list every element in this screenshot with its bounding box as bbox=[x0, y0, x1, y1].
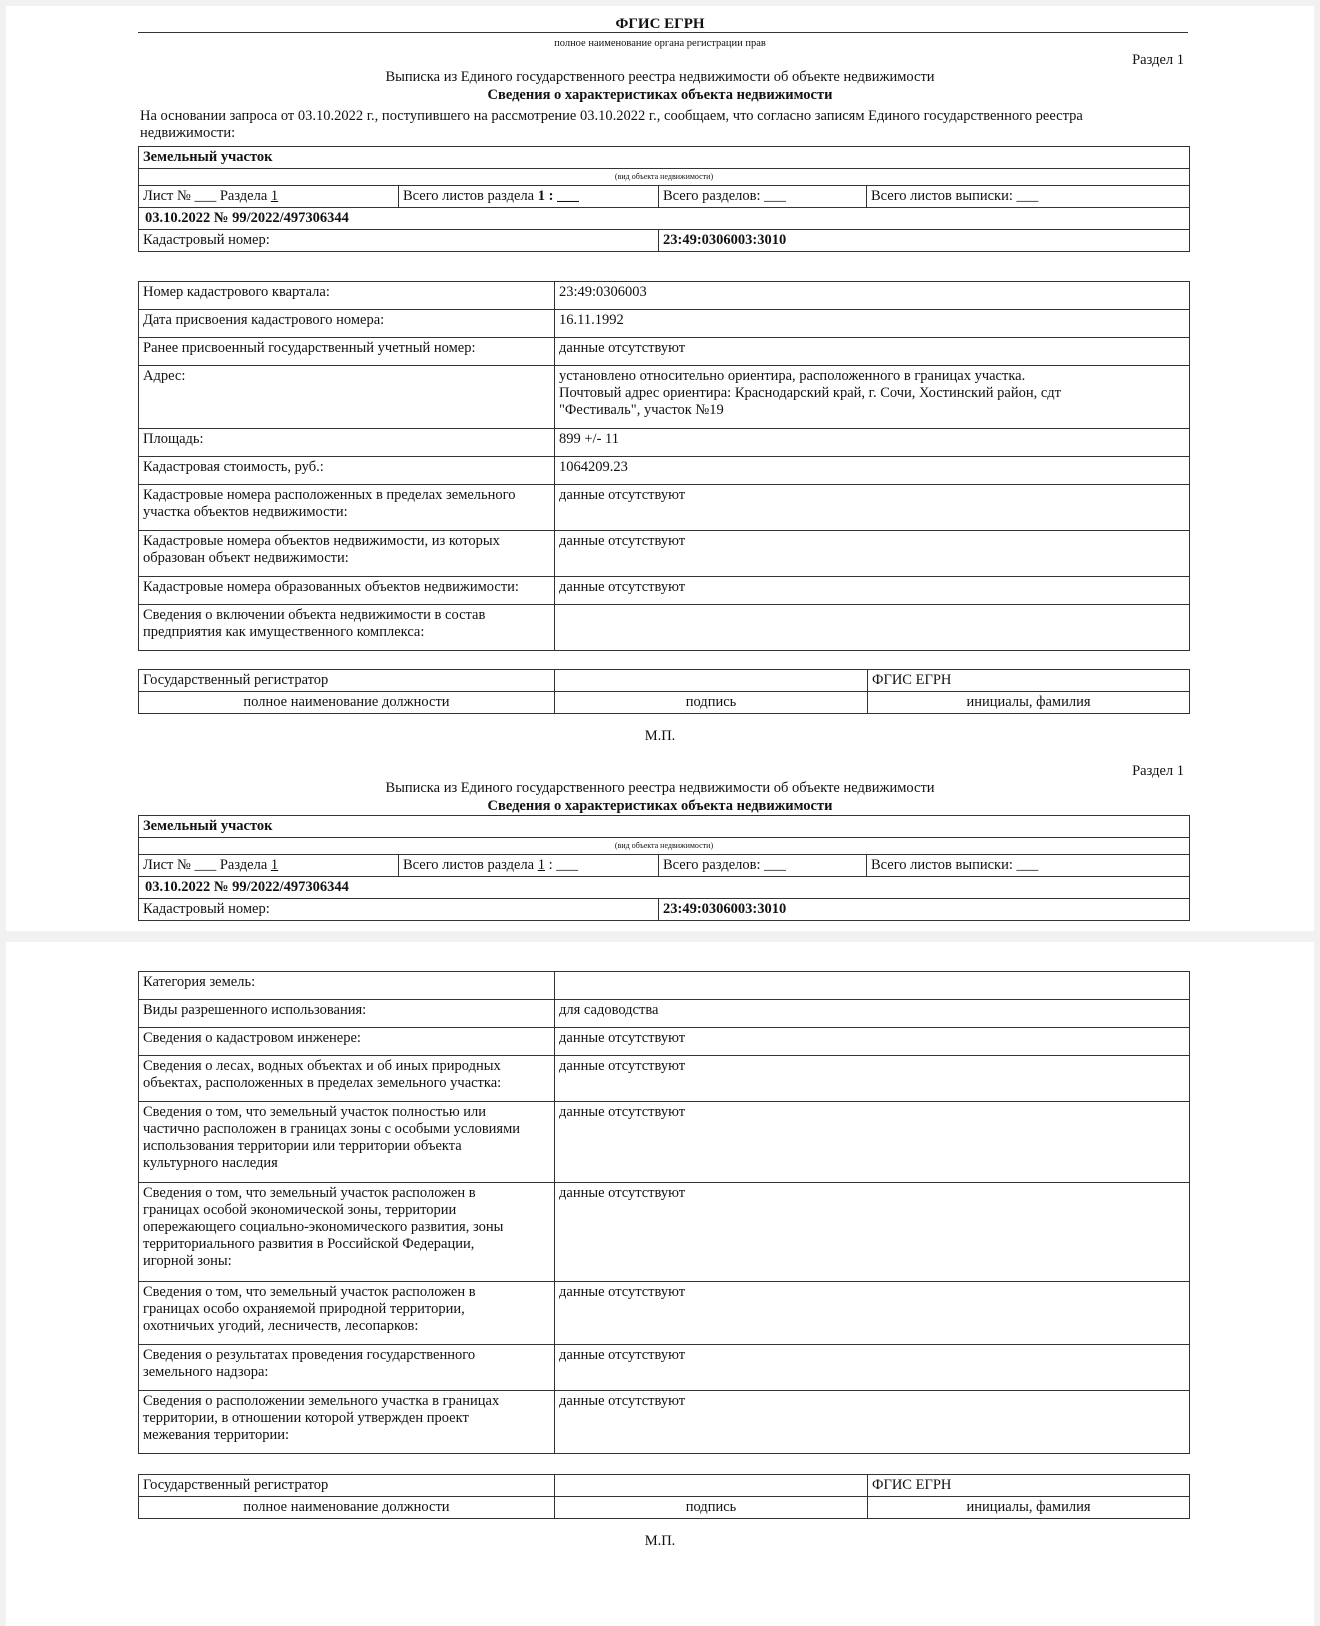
row-label-line: границах особо охраняемой природной территории, bbox=[143, 1301, 465, 1317]
table-row bbox=[139, 1183, 1190, 1282]
row-label: Виды разрешенного использования: bbox=[139, 1000, 555, 1028]
row-label-line: частично расположен в границах зоны с особыми условиями bbox=[143, 1121, 521, 1137]
row-label-line: Сведения о том, что земельный участок полностью или bbox=[143, 1104, 487, 1120]
row-label: Сведения о кадастровом инженере: bbox=[139, 1028, 555, 1056]
signature-table-2 bbox=[138, 1474, 1190, 1519]
table-row bbox=[139, 1102, 1190, 1183]
row-value: данные отсутствуют bbox=[555, 485, 1190, 531]
row-value: данные отсутствуют bbox=[555, 531, 1190, 577]
table-row bbox=[139, 485, 1190, 531]
row-value-line: установлено относительно ориентира, расположенного в границах участка. bbox=[559, 368, 1026, 384]
date-and-number: 03.10.2022 № 99/2022/497306344 bbox=[139, 208, 1190, 230]
sheet-number: Лист № ___ Раздела 1 bbox=[139, 186, 399, 208]
row-value: 899 +/- 11 bbox=[555, 429, 1190, 457]
position-caption: полное наименование должности bbox=[139, 1497, 555, 1519]
table-row bbox=[139, 605, 1190, 651]
registry-org-caption: полное наименование органа регистрации прав bbox=[554, 38, 766, 49]
row-label-line: межевания территории: bbox=[143, 1427, 290, 1443]
row-value: 1064209.23 bbox=[555, 457, 1190, 485]
row-label bbox=[139, 1102, 555, 1183]
signature-registry: ФГИС ЕГРН bbox=[868, 1475, 1190, 1497]
document-page-2 bbox=[6, 942, 1314, 1626]
characteristics-table-1 bbox=[138, 281, 1190, 651]
signature-position: Государственный регистратор bbox=[139, 670, 555, 692]
stamp-label: М.П. bbox=[644, 728, 676, 744]
sections-total: Всего разделов: ___ bbox=[659, 186, 867, 208]
sections-total: Всего разделов: ___ bbox=[659, 855, 867, 877]
object-type: Земельный участок bbox=[139, 147, 1190, 169]
cadastral-value: 23:49:0306003:3010 bbox=[659, 230, 1190, 252]
object-header-table bbox=[138, 146, 1190, 252]
object-header-table bbox=[138, 815, 1190, 921]
table-row bbox=[139, 1345, 1190, 1391]
signature-caption: подпись bbox=[555, 692, 868, 714]
row-label-line: игорной зоны: bbox=[143, 1253, 232, 1269]
row-label bbox=[139, 1056, 555, 1102]
document-page-1 bbox=[6, 6, 1314, 931]
row-label-line: Сведения о включении объекта недвижимости в состав bbox=[143, 607, 486, 623]
row-value: данные отсутствуют bbox=[555, 1028, 1190, 1056]
table-row bbox=[139, 310, 1190, 338]
row-label-line: объектах, расположенных в пределах земельного участка: bbox=[143, 1075, 502, 1091]
row-value: данные отсутствуют bbox=[555, 1102, 1190, 1183]
intro-line: На основании запроса от 03.10.2022 г., поступившего на рассмотрение 03.10.2022 г., сообщаем, что согласно записям Единого государственного реестра bbox=[140, 108, 1083, 124]
table-row bbox=[139, 1056, 1190, 1102]
row-label bbox=[139, 605, 555, 651]
signature-table-1 bbox=[138, 669, 1190, 714]
table-row bbox=[139, 338, 1190, 366]
row-label-line: Сведения о результатах проведения государственного bbox=[143, 1347, 476, 1363]
object-type-caption: (вид объекта недвижимости) bbox=[139, 838, 1190, 855]
row-value: данные отсутствуют bbox=[555, 338, 1190, 366]
row-label bbox=[139, 1282, 555, 1345]
row-label-line: территории, в отношении которой утвержден проект bbox=[143, 1410, 469, 1426]
sheets-in-section: Всего листов раздела 1 : ___ bbox=[399, 855, 659, 877]
registry-org-title: ФГИС ЕГРН bbox=[615, 16, 705, 32]
cadastral-label: Кадастровый номер: bbox=[139, 899, 659, 921]
table-row bbox=[139, 972, 1190, 1000]
row-value: данные отсутствуют bbox=[555, 1345, 1190, 1391]
document-title: Выписка из Единого государственного реестра недвижимости об объекте недвижимости bbox=[385, 780, 935, 796]
row-label bbox=[139, 531, 555, 577]
row-label: Категория земель: bbox=[139, 972, 555, 1000]
table-row bbox=[139, 1000, 1190, 1028]
row-label-line: опережающего социально-экономического развития, зоны bbox=[143, 1219, 504, 1235]
row-value: данные отсутствуют bbox=[555, 577, 1190, 605]
table-row bbox=[139, 1282, 1190, 1345]
row-value-line: Почтовый адрес ориентира: Краснодарский край, г. Сочи, Хостинский район, сдт bbox=[559, 385, 1061, 401]
row-label-line: территориального развития в Российской Федерации, bbox=[143, 1236, 475, 1252]
row-label: Адрес: bbox=[139, 366, 555, 429]
table-row bbox=[139, 366, 1190, 429]
intro-text bbox=[140, 108, 1190, 142]
intro-line: недвижимости: bbox=[140, 125, 236, 141]
row-label bbox=[139, 1183, 555, 1282]
row-label bbox=[139, 1391, 555, 1454]
row-value: для садоводства bbox=[555, 1000, 1190, 1028]
section-label: Раздел 1 bbox=[1132, 52, 1184, 68]
row-value: 16.11.1992 bbox=[555, 310, 1190, 338]
row-label-line: охотничьих угодий, лесничеств, лесопарков: bbox=[143, 1318, 419, 1334]
cadastral-value: 23:49:0306003:3010 bbox=[659, 899, 1190, 921]
sheets-total: Всего листов выписки: ___ bbox=[867, 855, 1190, 877]
object-type-caption: (вид объекта недвижимости) bbox=[139, 169, 1190, 186]
row-label-line: Кадастровые номера объектов недвижимости, из которых bbox=[143, 533, 500, 549]
signature-registry: ФГИС ЕГРН bbox=[868, 670, 1190, 692]
row-label-line: предприятия как имущественного комплекса: bbox=[143, 624, 425, 640]
row-value: данные отсутствуют bbox=[555, 1282, 1190, 1345]
table-row bbox=[139, 429, 1190, 457]
row-value: 23:49:0306003 bbox=[555, 282, 1190, 310]
signature-position: Государственный регистратор bbox=[139, 1475, 555, 1497]
table-row bbox=[139, 1028, 1190, 1056]
cadastral-label: Кадастровый номер: bbox=[139, 230, 659, 252]
object-type: Земельный участок bbox=[139, 816, 1190, 838]
row-label-line: Сведения о том, что земельный участок расположен в bbox=[143, 1284, 476, 1300]
row-value-line: "Фестиваль", участок №19 bbox=[559, 402, 724, 418]
row-label bbox=[139, 1345, 555, 1391]
row-value: данные отсутствуют bbox=[555, 1056, 1190, 1102]
document-subtitle: Сведения о характеристиках объекта недвижимости bbox=[487, 87, 833, 103]
document-subtitle: Сведения о характеристиках объекта недвижимости bbox=[487, 798, 833, 814]
row-label-line: участка объектов недвижимости: bbox=[143, 504, 348, 520]
row-label: Ранее присвоенный государственный учетный номер: bbox=[139, 338, 555, 366]
row-label-line: культурного наследия bbox=[143, 1155, 278, 1171]
row-label-line: образован объект недвижимости: bbox=[143, 550, 349, 566]
table-row bbox=[139, 457, 1190, 485]
org-underline bbox=[138, 32, 1188, 33]
sheets-in-section: Всего листов раздела 1 : ___ bbox=[399, 186, 659, 208]
position-caption: полное наименование должности bbox=[139, 692, 555, 714]
row-value bbox=[555, 366, 1190, 429]
section-label: Раздел 1 bbox=[1132, 763, 1184, 779]
row-value: данные отсутствуют bbox=[555, 1183, 1190, 1282]
signature-blank bbox=[555, 1475, 868, 1497]
row-label-line: Сведения о расположении земельного участка в границах bbox=[143, 1393, 500, 1409]
row-label: Кадастровая стоимость, руб.: bbox=[139, 457, 555, 485]
sheets-total: Всего листов выписки: ___ bbox=[867, 186, 1190, 208]
row-value: данные отсутствуют bbox=[555, 1391, 1190, 1454]
signature-blank bbox=[555, 670, 868, 692]
signature-caption: подпись bbox=[555, 1497, 868, 1519]
table-row bbox=[139, 577, 1190, 605]
row-label: Площадь: bbox=[139, 429, 555, 457]
row-label-line: границах особой экономической зоны, территории bbox=[143, 1202, 457, 1218]
row-label-line: Сведения о том, что земельный участок расположен в bbox=[143, 1185, 476, 1201]
sheet-number: Лист № ___ Раздела 1 bbox=[139, 855, 399, 877]
date-and-number: 03.10.2022 № 99/2022/497306344 bbox=[139, 877, 1190, 899]
row-label-line: земельного надзора: bbox=[143, 1364, 269, 1380]
table-row bbox=[139, 282, 1190, 310]
table-row bbox=[139, 531, 1190, 577]
row-label: Номер кадастрового квартала: bbox=[139, 282, 555, 310]
row-label: Кадастровые номера образованных объектов недвижимости: bbox=[139, 577, 555, 605]
name-caption: инициалы, фамилия bbox=[868, 692, 1190, 714]
characteristics-table-2 bbox=[138, 971, 1190, 1454]
row-value bbox=[555, 605, 1190, 651]
row-label: Дата присвоения кадастрового номера: bbox=[139, 310, 555, 338]
row-label-line: Сведения о лесах, водных объектах и об иных природных bbox=[143, 1058, 501, 1074]
row-label bbox=[139, 485, 555, 531]
table-row bbox=[139, 1391, 1190, 1454]
document-title: Выписка из Единого государственного реестра недвижимости об объекте недвижимости bbox=[385, 69, 935, 85]
row-value bbox=[555, 972, 1190, 1000]
name-caption: инициалы, фамилия bbox=[868, 1497, 1190, 1519]
stamp-label: М.П. bbox=[644, 1533, 676, 1549]
row-label-line: использования территории или территории объекта bbox=[143, 1138, 462, 1154]
row-label-line: Кадастровые номера расположенных в пределах земельного bbox=[143, 487, 516, 503]
